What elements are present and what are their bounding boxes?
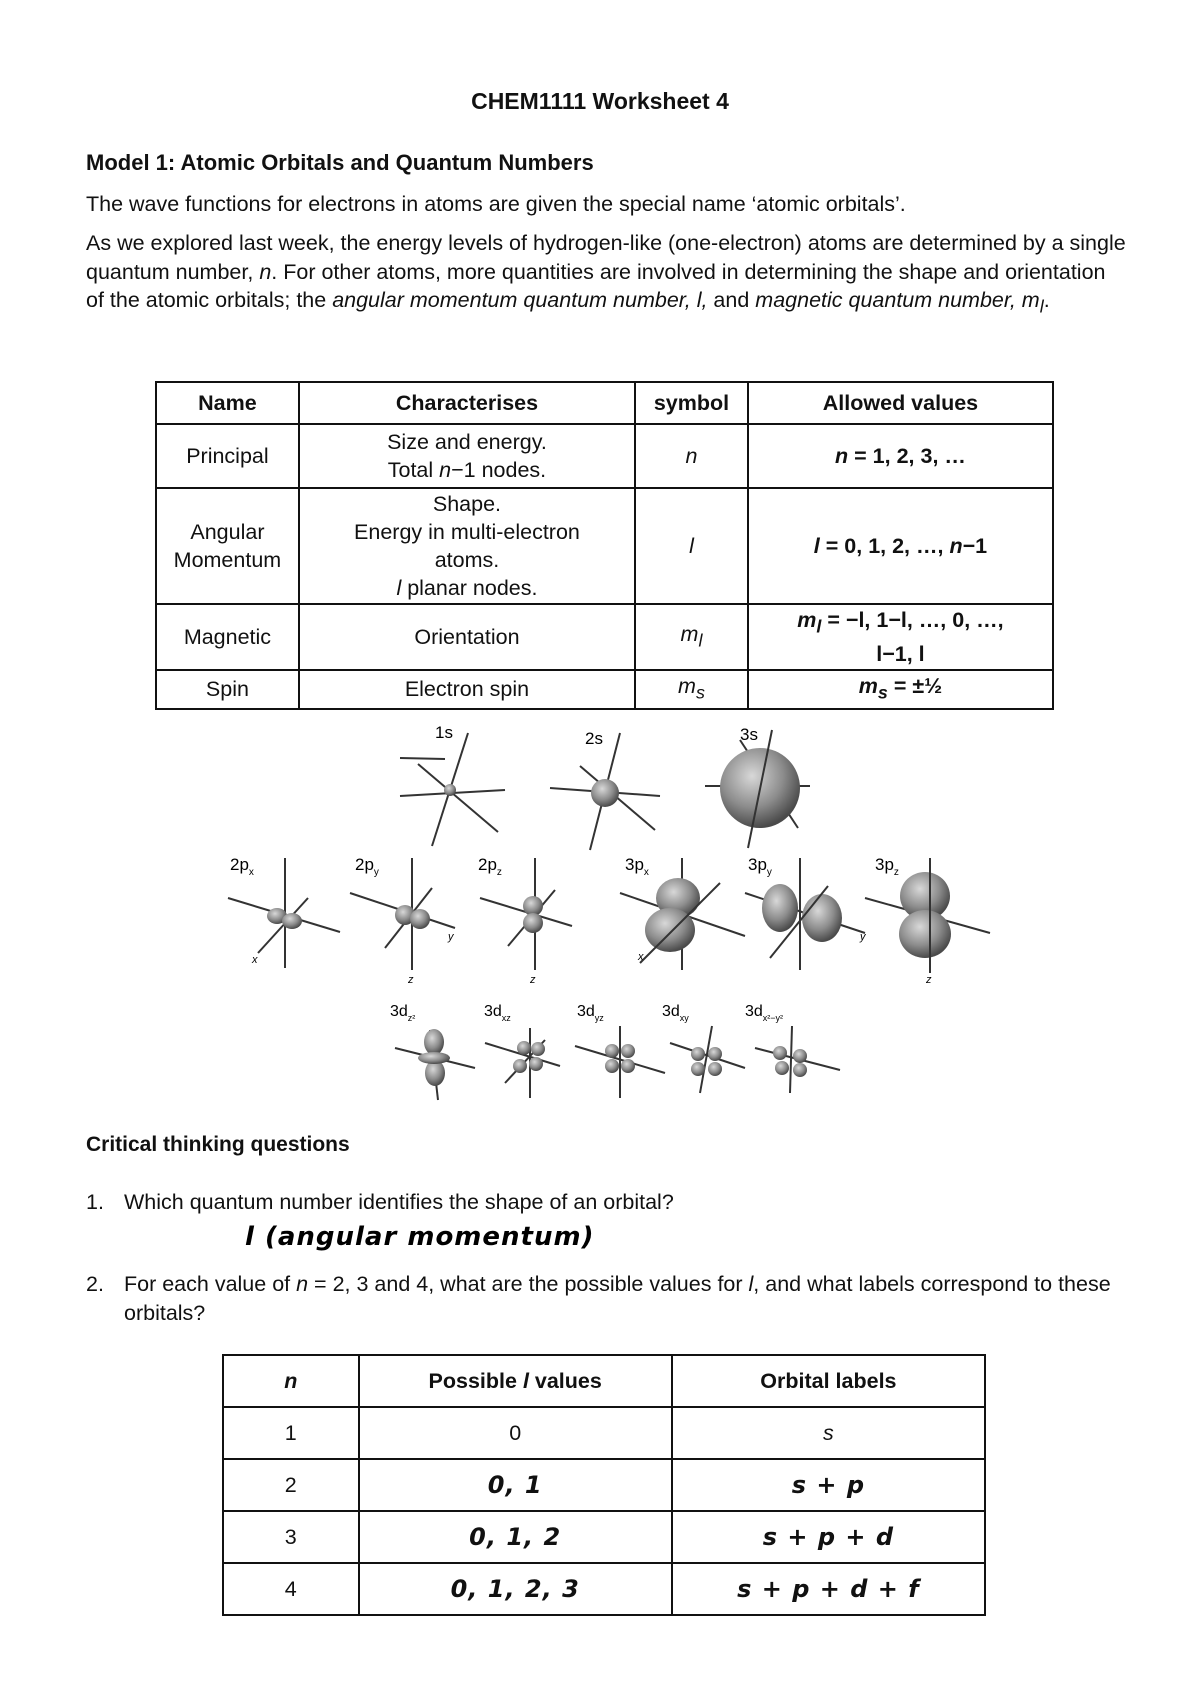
orbital-labels: s	[672, 1407, 985, 1459]
orbital-1s	[400, 723, 505, 846]
table-header-row	[156, 382, 1053, 424]
question-1-number: 1.	[86, 1190, 104, 1214]
table-row-spin	[156, 670, 1053, 708]
label-3dz2: $3d_{z^2}$	[390, 1003, 416, 1023]
label-3s: 3s	[740, 725, 758, 744]
table-row	[223, 1563, 985, 1615]
label-2s: 2s	[585, 729, 603, 748]
question-2-text: For each value of n = 2, 3 and 4, what are the possible values for l, and what labels correspond to these orbitals?	[124, 1272, 1111, 1325]
spin-allowed: $m_s$ = ±½	[748, 670, 1053, 708]
label-1s: 1s	[435, 723, 453, 742]
label-3py: $3p_y$	[748, 855, 772, 878]
orbital-labels: s + p	[672, 1459, 985, 1511]
orbital-3dxy	[662, 1003, 745, 1093]
magnetic-name: Magnetic	[156, 604, 299, 670]
l-values: 0, 1, 2	[359, 1511, 672, 1563]
orbital-2px	[228, 855, 340, 968]
header-characterises: Characterises	[299, 382, 635, 424]
magnetic-symbol: $m_l$	[635, 604, 748, 670]
orbital-3s	[705, 725, 810, 848]
l-values: 0, 1, 2, 3	[359, 1563, 672, 1615]
angular-name: Angular Momentum	[156, 488, 299, 604]
label-2px: $2p_x$	[230, 855, 254, 878]
label-3dx2y2: $3d_{x^2-y^2}$	[745, 1003, 784, 1023]
table-header-row	[223, 1355, 985, 1407]
header-orbital-labels: Orbital labels	[672, 1355, 985, 1407]
orbital-2s	[550, 729, 660, 850]
questions-heading: Critical thinking questions	[86, 1133, 350, 1156]
model-heading: Model 1: Atomic Orbitals and Quantum Numbers	[86, 150, 594, 175]
label-3dyz: $3d_{yz}$	[577, 1003, 604, 1023]
n-value: 3	[223, 1511, 359, 1563]
orbital-2pz	[478, 855, 572, 986]
principal-characterises: Size and energy. Total n−1 nodes.	[299, 424, 635, 488]
table-row	[223, 1511, 985, 1563]
label-2py: $2p_y$	[355, 855, 379, 878]
orbital-3pz	[865, 855, 990, 986]
label-3dxy: $3d_{xy}$	[662, 1003, 689, 1023]
question-1-answer: l (angular momentum)	[245, 1222, 595, 1252]
orbital-3dz2	[390, 1003, 475, 1100]
quantum-numbers-table	[155, 381, 1054, 710]
header-allowed-values: Allowed values	[748, 382, 1053, 424]
spin-characterises: Electron spin	[299, 670, 635, 708]
angular-symbol: l	[635, 488, 748, 604]
principal-allowed: n = 1, 2, 3, …	[748, 424, 1053, 488]
header-name: Name	[156, 382, 299, 424]
table-row-principal	[156, 424, 1053, 488]
axis-y-label: y	[860, 931, 866, 943]
table-row-magnetic	[156, 604, 1053, 670]
orbital-shapes-figure	[200, 708, 1000, 1108]
label-3px: $3p_x$	[625, 855, 649, 878]
question-1	[86, 1188, 1126, 1218]
table-row	[223, 1459, 985, 1511]
header-symbol: symbol	[635, 382, 748, 424]
orbital-3dx2y2	[745, 1003, 840, 1093]
orbital-labels-table	[222, 1354, 986, 1616]
question-2-number: 2.	[86, 1272, 104, 1296]
orbital-3py	[745, 855, 867, 970]
axis-z-label: z	[530, 974, 536, 986]
l-values: 0, 1	[359, 1459, 672, 1511]
table-row	[223, 1407, 985, 1459]
page-title: CHEM1111 Worksheet 4	[471, 88, 729, 114]
axis-y-label: y	[448, 931, 454, 943]
spin-name: Spin	[156, 670, 299, 708]
label-3dxz: $3d_{xz}$	[484, 1003, 511, 1023]
question-2	[86, 1270, 1126, 1330]
orbital-2py	[350, 855, 455, 986]
angular-characterises: Shape. Energy in multi-electron atoms. l planar nodes.	[299, 488, 635, 604]
orbital-3dxz	[484, 1003, 560, 1098]
n-value: 2	[223, 1459, 359, 1511]
axis-x-label: x	[638, 951, 644, 963]
magnetic-characterises: Orientation	[299, 604, 635, 670]
intro-paragraph-1: The wave functions for electrons in atoms are given the special name ‘atomic orbitals’.	[86, 192, 906, 216]
l-values: 0	[359, 1407, 672, 1459]
n-value: 4	[223, 1563, 359, 1615]
spin-symbol: $m_s$	[635, 670, 748, 708]
table-row-angular	[156, 488, 1053, 604]
axis-z-label: z	[926, 974, 932, 986]
label-3pz: $3p_z$	[875, 855, 899, 878]
principal-name: Principal	[156, 424, 299, 488]
orbital-labels: s + p + d + f	[672, 1563, 985, 1615]
label-2pz: $2p_z$	[478, 855, 502, 878]
orbital-labels: s + p + d	[672, 1511, 985, 1563]
principal-symbol: n	[635, 424, 748, 488]
intro-paragraph-2: As we explored last week, the energy levels of hydrogen-like (one-electron) atoms are determined by a single quantum number, n. For other atoms, more quantities are involved in determining the shape and orientation of the atomic orbitals; the angular momentum quantum number, l, and magnetic quantum number, $m_l$.	[86, 231, 1126, 317]
header-possible-l: Possible l values	[359, 1355, 672, 1407]
axis-z-label: z	[408, 974, 414, 986]
question-1-text: Which quantum number identifies the shape of an orbital?	[124, 1190, 674, 1214]
orbital-3px	[620, 855, 745, 970]
magnetic-allowed: $m_l = -l$, 1−l, …, 0, …, l−1, l	[748, 604, 1053, 670]
n-value: 1	[223, 1407, 359, 1459]
orbital-3dyz	[575, 1003, 665, 1098]
axis-x-label: x	[252, 954, 258, 966]
angular-allowed: l = 0, 1, 2, …, n−1	[748, 488, 1053, 604]
header-n: n	[223, 1355, 359, 1407]
